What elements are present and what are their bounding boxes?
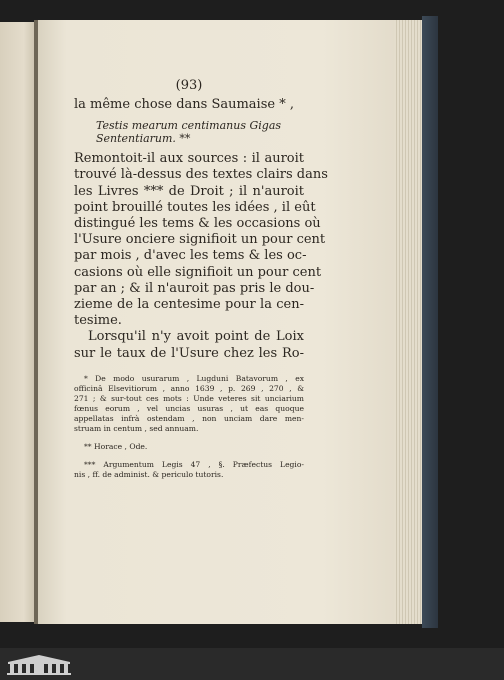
text-line: tesime. <box>74 313 122 329</box>
footnote-line: appellatas infrà ostendam , non unciam dare men- <box>74 413 304 423</box>
text-line: par an ; & il n'auroit pas pris le dou- <box>74 280 315 296</box>
second-paragraph <box>74 329 304 361</box>
footnote-line: fœnus eorum , vel uncias usuras , ut eas quoque <box>74 403 304 413</box>
main-paragraph <box>74 151 328 329</box>
footnote-line: *** Argumentum Legis 47 , §. Præfectus Legio- <box>84 459 304 469</box>
footnote-line: * De modo usurarum , Lugduni Batavorum , ex <box>84 373 304 383</box>
text-line: par mois , d'avec les tems & les oc- <box>74 248 307 264</box>
footnote-line: 271 ; & sur-tout ces mots : Unde veteres sit unciarium <box>74 393 304 403</box>
quote-line: Sententiarum. ** <box>96 132 191 146</box>
footnote-line: officinâ Elsevitiorum , anno 1639 , p. 269 , 270 , & <box>74 383 304 393</box>
viewer-bottom-bar <box>0 648 504 680</box>
footnote-2 <box>74 442 304 452</box>
left-page-edge <box>0 22 34 622</box>
text-line: trouvé là-dessus des textes clairs dans <box>74 167 328 183</box>
library-building-logo-icon <box>4 652 74 676</box>
opening-line: la même chose dans Saumaise * , <box>74 97 294 112</box>
quote-line: Testis mearum centimanus Gigas <box>96 119 282 133</box>
footnote-line: nis , ff. de administ. & periculo tutoris. <box>74 469 224 479</box>
page-text <box>74 78 328 480</box>
text-line: l'Usure onciere signifioit un pour cent <box>74 232 326 248</box>
text-line: zieme de la centesime pour la cen- <box>74 297 304 313</box>
text-line: les Livres *** de Droit ; il n'auroit <box>74 183 304 199</box>
footnote-1 <box>74 374 304 434</box>
text-line: sur le taux de l'Usure chez les Ro- <box>74 345 304 361</box>
footnote-line: struam in centum , sed annuam. <box>74 423 199 433</box>
latin-quote <box>74 119 304 145</box>
text-line: Remontoit-il aux sources : il auroit <box>74 151 304 167</box>
page-fore-edge <box>394 20 422 624</box>
footnote-3 <box>74 460 304 480</box>
text-line: Lorsqu'il n'y avoit point de Loix <box>88 329 304 345</box>
book-cover-edge <box>422 16 438 628</box>
page-number: (93) <box>175 78 203 93</box>
text-line: distingué les tems & les occasions où <box>74 216 321 232</box>
text-line: point brouillé toutes les idées , il eût <box>74 199 316 215</box>
text-line: casions où elle signifioit un pour cent <box>74 264 322 280</box>
footnote-line: ** Horace , Ode. <box>84 441 148 451</box>
